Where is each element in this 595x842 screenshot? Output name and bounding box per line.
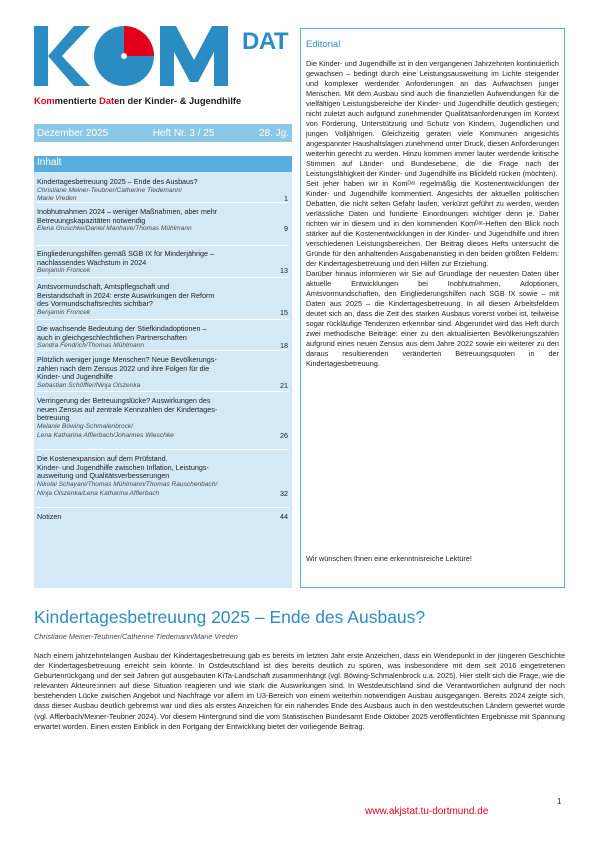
toc-entry-page: 13 <box>280 266 288 275</box>
editorial-title: Editorial <box>306 39 341 50</box>
logo-tagline: Kommentierte Daten der Kinder- & Jugendhilfe <box>34 96 242 106</box>
article-title: Kindertagesbetreuung 2025 – Ende des Ausbaus? <box>34 607 426 627</box>
editorial-box <box>300 28 565 588</box>
website-link[interactable]: www.akjstat.tu-dortmund.de <box>365 806 489 817</box>
issue-bar <box>34 124 292 142</box>
toc-entry-authors: Melanie Böwing-Schmalenbrock/ Lena Katharina Afflerbach/Johannes Wieschke <box>37 423 174 439</box>
toc-entry-page: 32 <box>280 489 288 498</box>
toc-entry-page: 15 <box>280 308 288 317</box>
toc-entry[interactable] <box>37 283 289 318</box>
editorial-paragraph: Die Kinder- und Jugendhilfe ist in den vergangenen Jahrzehnten kontinuierlich gewachsen – bedingt durch eine Leistungsausweitung im Lichte steigender und komplexer werdender Anforderungen an das Aufwachsen junger Menschen. Mit dem Ausbau sind auch die finanziellen Aufwendungen für die vielfältigen Leistungsbereiche der Kinder- und Jugendhilfe deutlich gestiegen; nicht zuletzt auch aufgrund zunehmender Qualitätsanforderungen im Kontext von Förderung, Unterstützung und Schutz von Kindern, Jugendlichen und jungen Volljährigen. Gleichzeitig geraten viele Kommunen angesichts angespannter Haushaltslagen zunehmend unter Druck, diesen Anforderungen weiterhin gerecht zu werden. Hinzu kommen immer lauter werdende kritische Stimmen auf Länder- und Bundesebene, die die Frage nach der Leistungsfähigkeit der Kinder- und Jugendhilfe ins Blickfeld rücken (möchten). <box>306 59 559 178</box>
toc-entry-title: Plötzlich weniger junge Menschen? Neue Bevölkerungs- zahlen nach dem Zensus 2022 und ihre Folgen für die Kinder- und Jugendhilfe <box>37 355 217 382</box>
toc-entry-title: Eingliederungshilfen gemäß SGB IX für Minderjährige – nachlassendes Wachstum in 2024 <box>37 249 214 267</box>
toc-entry-authors: Sandra Fendrich/Thomas Mühlmann <box>37 342 145 350</box>
toc-entry-title: Die Kostenexpansion auf dem Prüfstand. Kinder- und Jugendhilfe zwischen Inflation, Leistungs- ausweitung und Qualitätsverbesserungen <box>37 454 209 481</box>
komdat-logo <box>34 24 294 114</box>
toc-separator <box>37 507 289 508</box>
toc-entry-page: 21 <box>280 381 288 390</box>
toc-entry-page: 18 <box>280 341 288 350</box>
toc-entry-title: Amtsvormundschaft, Amtspflegschaft und Beistandschaft in 2024: erste Auswirkungen der Reform des Vormundschaftsrechts sichtbar? <box>37 282 215 309</box>
editorial-body <box>306 59 559 369</box>
toc-separator <box>37 391 289 392</box>
toc-entry-page: 9 <box>284 224 288 233</box>
toc-entry-title: Die wachsende Bedeutung der Stiefkindadoptionen – auch in gleichgeschlechtlichen Partnerschaften <box>37 324 207 342</box>
komdat-logo-graphic <box>34 24 244 90</box>
article-body: Nach einem jahrzehntelangen Ausbau der Kindertagesbetreuung gab es bereits im letzten Jahr erste Anzeichen, dass ein Wendepunkt in der jüngeren Geschichte der Kindertagesbetreuung erreicht sein könnte. In Ostdeutschland ist dies bereits deutlich zu spüren, was insbesondere mit dem seit 2016 eingetretenen Geburtenrückgang und der seit Jahren gut ausgebauten KiTa-Landschaft zusammenhängt (vgl. Böwing-Schmalenbrock u.a. 2025). Hier stellt sich die Frage, wie die relevanten Akteure:innen auf diese Situation reagieren und wie stark die Auswirkungen sind. In Westdeutschland sind die Verantwortlichen aufgrund der noch bestehenden Lücke zwischen Angebot und Nachfrage vor allem im U3-Bereich von einem weiterhin notwendigen Ausbau ausgegangen. Bereits 2024 zeigte sich, dass dieser Ausbau deutlich gebremst war und dies als erstes Anzeichen für ein nahendes Ende des Ausbaus auch in den westdeutschen Ländern gewertet wurde (vgl. Afflerbach/Meiner-Teubner 2024). Vor diesem Hintergrund sind die vom Statistischen Bundesamt Ende Oktober 2025 veröffentlichten Ergebnisse mit Spannung erwartet worden. Einen ersten Einblick in den Fortgang der Entwicklung bietet der vorliegende Beitrag. <box>34 651 565 731</box>
article-authors: Christiane Meiner-Teubner/Catherine Tiedemann/Marie Vreden <box>34 632 238 641</box>
toc-separator <box>37 449 289 450</box>
toc-entry-page: 1 <box>284 194 288 203</box>
issue-year: 28. Jg. <box>258 127 289 139</box>
table-of-contents <box>34 156 292 588</box>
toc-entry-page: 44 <box>280 512 288 521</box>
toc-entry-authors: Sebastian Schöffler/Ninja Olszenka <box>37 382 141 390</box>
issue-number: Heft Nr. 3 / 25 <box>152 127 215 139</box>
toc-heading: Inhalt <box>34 156 292 172</box>
toc-entry-title: Verringerung der Betreuungslücke? Auswirkungen des neuen Zensus auf zentrale Kennzahlen der Kindertages- betreuung <box>37 396 218 423</box>
editorial-paragraph: Seit jeher haben wir in Komᴰᵃᵗ regelmäßig die Kostenentwicklungen der Kinder- und Jugendhilfe kommentiert. Angesichts der aktuellen politischen Debatten, die nicht selten Gefahr laufen, verkürzt geführt zu werden, werden verlässliche Daten und fundierte Einordnungen wichtiger denn je. Daher richten wir in diesem und in den kommenden Komᴰᵃᵗ-Heften den Blick noch stärker auf die Kostenentwicklungen in der Kinder- und Jugendhilfe und ihren verschiedenen Leistungsbereichen. Der Beitrag dieses Hefts untersucht die Gründe für den anhaltenden Ausgabenanstieg in den beiden größten Feldern: der Kindertagesbetreuung und den Hilfen zur Erziehung. <box>306 179 559 268</box>
editorial-paragraph: Darüber hinaus informieren wir Sie auf Grundlage der neuesten Daten über aktuelle Entwicklungen bei Inobhutnahmen, Adoptionen, Amtsvormundschaften, den Eingliederungshilfen nach SGB IX sowie – mit Daten aus 2025 – die Kindertagesbetreuung. In all diesen Arbeitsfeldern deutet sich an, dass die Zeit des starken Ausbaus vorerst vorbei ist, teilweise sogar rückläufige Tendenzen erkennbar sind. Abgerundet wird das Heft durch zwei methodische Beiträge: einer zu den aktualisierten Bevölkerungszahlen aufgrund eines neuen Zensus aus dem Jahre 2022 sowie ein weiterer zu den daraus resultierenden veränderten Betreuungsquoten in der Kindertagesbetreuung. <box>306 269 559 368</box>
page-number: 1 <box>557 797 562 806</box>
toc-entry[interactable] <box>37 325 289 351</box>
toc-entry-authors: Christiane Meiner-Teubner/Catherine Tiedemann/ Marie Vreden <box>37 186 182 203</box>
toc-entry-title: Kindertagesbetreuung 2025 – Ende des Ausbaus? <box>37 177 198 186</box>
issue-date: Dezember 2025 <box>37 127 109 139</box>
toc-entry[interactable] <box>37 178 289 204</box>
toc-entry-authors: Benjamin Froncek <box>37 309 91 317</box>
toc-entry[interactable] <box>37 250 289 276</box>
logo-dat: DAT <box>242 28 289 55</box>
toc-entry-authors: Nikolai Schayani/Thomas Mühlmann/Thomas Rauschenbach/ Ninja Olszenka/Lena Katharina Afflerbach <box>37 481 218 497</box>
toc-separator <box>37 319 289 320</box>
editorial-closing: Wir wünschen Ihnen eine erkenntnisreiche Lektüre! <box>306 554 472 563</box>
toc-entry[interactable] <box>37 397 289 441</box>
toc-entry[interactable] <box>37 356 289 391</box>
toc-separator <box>37 245 289 246</box>
toc-entry-authors: Elena Gruschke/Daniel Manhave/Thomas Mühlmann <box>37 225 192 233</box>
toc-entry[interactable] <box>37 208 289 234</box>
toc-entry[interactable] <box>37 455 289 499</box>
toc-entry-title: Inobhutnahmen 2024 – weniger Maßnahmen, aber mehr Betreuungskapazitäten notwendig <box>37 207 218 225</box>
toc-entry-authors: Benjamin Froncek <box>37 267 91 275</box>
toc-separator <box>37 277 289 278</box>
toc-entry-page: 26 <box>280 431 288 440</box>
toc-entry[interactable] <box>37 513 289 522</box>
toc-entry-title: Notizen <box>37 512 62 521</box>
